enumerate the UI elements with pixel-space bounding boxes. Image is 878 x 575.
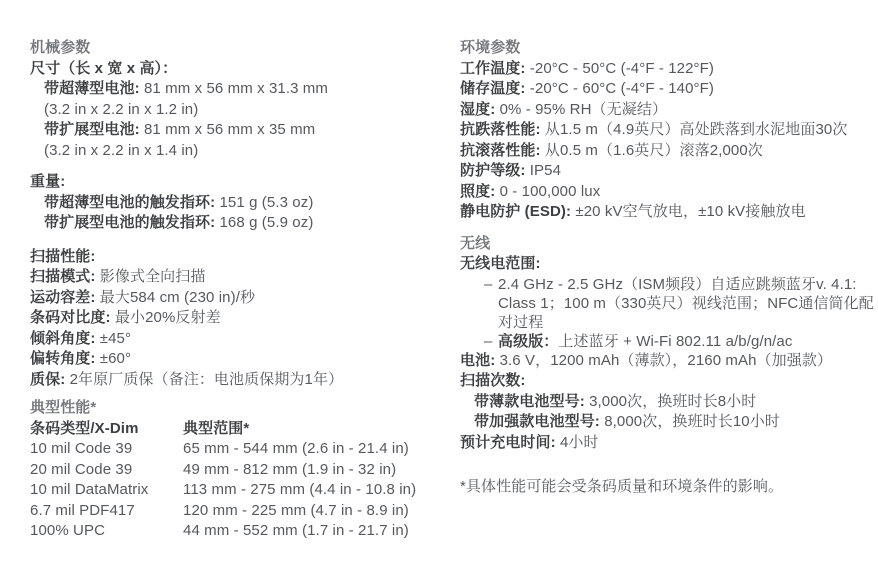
spec-line-pitch xyxy=(30,329,446,350)
bullet-dash: – xyxy=(484,275,493,293)
spec-line-skew xyxy=(30,349,446,370)
spec-value: 8,000次，换班时长10小时 xyxy=(604,413,780,430)
spec-line-extended-battery-size xyxy=(30,120,446,141)
spec-line-slim-battery-size-inches: (3.2 in x 2.2 in x 1.2 in) xyxy=(44,100,199,118)
spec-label: 条码对比度: xyxy=(30,309,111,326)
table-row xyxy=(30,439,446,460)
table-row xyxy=(30,460,446,481)
spec-label: 预计充电时间: xyxy=(460,433,556,451)
spec-line-light-levels xyxy=(460,182,878,203)
table-row xyxy=(30,480,446,501)
table-header-symbology: 条码类型/X-Dim xyxy=(30,419,139,437)
spec-value: 影像式全向扫描 xyxy=(99,268,206,285)
spec-label: 抗跌落性能: xyxy=(460,121,541,138)
spec-value: 3,000次，换班时长8小时 xyxy=(589,392,757,410)
spec-label: 工作温度: xyxy=(460,59,526,77)
spec-line-sealing xyxy=(460,161,878,182)
spec-line-weight-extended xyxy=(30,213,446,234)
spec-value: ±45° xyxy=(99,329,132,347)
footnote: *具体性能可能会受条码质量和环境条件的影响。 xyxy=(460,478,784,495)
scan-performance-title: 扫描性能: xyxy=(30,247,96,265)
table-cell-symbology: 6.7 mil PDF417 xyxy=(30,501,135,519)
spec-value: 168 g (5.9 oz) xyxy=(219,214,314,231)
table-row xyxy=(30,521,446,542)
spec-line-warranty xyxy=(30,370,446,391)
spec-value: 0% - 95% RH（无凝结） xyxy=(499,100,668,118)
spec-value: 0 - 100,000 lux xyxy=(499,182,601,200)
spec-label: 高级版： xyxy=(498,332,559,350)
scans-title: 扫描次数: xyxy=(460,372,526,389)
spec-value: 从1.5 m（4.9英尺）高处跌落到水泥地面30次 xyxy=(544,121,848,138)
spec-label: 储存温度: xyxy=(460,80,526,97)
spec-line-charge-time xyxy=(460,433,878,454)
section-heading-typical-performance: 典型性能* xyxy=(30,399,97,416)
spec-value: -20°C - 50°C (-4°F - 122°F) xyxy=(529,59,715,77)
spec-value: 2年原厂质保（备注：电池质保期为1年） xyxy=(69,370,344,388)
spec-label: 照度: xyxy=(460,182,496,200)
spec-line-motion-tolerance xyxy=(30,288,446,309)
table-header-row xyxy=(30,419,446,440)
section-heading-wireless: 无线 xyxy=(460,234,491,252)
spec-label: 防护等级: xyxy=(460,162,526,179)
spec-line-extended-battery-size-inches: (3.2 in x 2.2 in x 1.4 in) xyxy=(44,141,199,159)
spec-line-print-contrast xyxy=(30,308,446,329)
table-header-range: 典型范围* xyxy=(183,419,250,437)
spec-value: 81 mm x 56 mm x 35 mm xyxy=(143,121,316,138)
spec-value: -20°C - 60°C (-4°F - 140°F) xyxy=(529,80,715,97)
spec-label: 偏转角度: xyxy=(30,350,96,367)
bullet-dash: – xyxy=(484,332,493,350)
spec-value: 151 g (5.3 oz) xyxy=(219,193,314,211)
spec-value: ±60° xyxy=(99,350,132,367)
spec-label: 倾斜角度: xyxy=(30,329,96,347)
spec-line-operating-temp xyxy=(460,59,878,80)
spec-line-storage-temp xyxy=(460,79,878,100)
spec-label: 带超薄型电池: xyxy=(44,80,140,97)
spec-line-battery xyxy=(460,351,878,372)
spec-label: 运动容差: xyxy=(30,288,96,306)
table-cell-symbology: 10 mil DataMatrix xyxy=(30,481,149,498)
spec-value: 3.6 V，1200 mAh（薄款），2160 mAh（加强款） xyxy=(499,351,833,369)
spec-label: 带薄款电池型号: xyxy=(474,392,585,410)
spec-label: 带扩展型电池的触发指环: xyxy=(44,214,216,231)
spec-line-weight-slim xyxy=(30,193,446,214)
left-column xyxy=(30,38,446,542)
section-heading-mechanical: 机械参数 xyxy=(30,39,91,56)
spec-label: 抗滚落性能: xyxy=(460,141,541,159)
spec-line-scan-pattern xyxy=(30,267,446,288)
section-heading-environmental: 环境参数 xyxy=(460,39,521,56)
dimensions-title: 尺寸（长 x 宽 x 高）： xyxy=(30,59,178,77)
table-cell-symbology: 10 mil Code 39 xyxy=(30,440,133,457)
spec-label: 带加强款电池型号: xyxy=(474,413,600,430)
spec-value: 最小20%反射差 xyxy=(114,309,221,326)
spec-value: 最大584 cm (230 in)/秒 xyxy=(99,288,256,306)
spec-line-esd xyxy=(460,202,878,223)
spec-label: 静电防护 (ESD): xyxy=(460,203,572,220)
table-cell-range: 44 mm - 552 mm (1.7 in - 21.7 in) xyxy=(183,522,409,539)
spec-line-drop xyxy=(460,120,878,141)
spec-label: 湿度: xyxy=(460,100,496,118)
spec-value: 81 mm x 56 mm x 31.3 mm xyxy=(143,80,328,97)
table-cell-symbology: 100% UPC xyxy=(30,522,106,539)
spec-value: IP54 xyxy=(529,162,562,179)
spec-value: 从0.5 m（1.6英尺）滚落2,000次 xyxy=(544,141,763,159)
spec-label: 带扩展型电池: xyxy=(44,121,140,138)
table-cell-range: 65 mm - 544 mm (2.6 in - 21.4 in) xyxy=(183,440,409,457)
spec-line-tumble xyxy=(460,141,878,162)
radio-range-bullet-advanced xyxy=(460,332,878,351)
spec-line-scans-extended xyxy=(460,412,878,433)
spec-label: 带超薄型电池的触发指环: xyxy=(44,193,216,211)
bullet-text: 2.4 GHz - 2.5 GHz（ISM频段）自适应跳频蓝牙v. 4.1: Class 1；100 m（330英尺）视线范围；NFC通信简化配对过程 xyxy=(498,275,874,331)
table-cell-range: 113 mm - 275 mm (4.4 in - 10.8 in) xyxy=(183,481,417,498)
table-cell-range: 120 mm - 225 mm (4.7 in - 8.9 in) xyxy=(183,501,409,519)
spec-value: 4小时 xyxy=(559,433,599,451)
spec-line-slim-battery-size xyxy=(30,79,446,100)
radio-range-bullet-bluetooth xyxy=(460,275,878,332)
radio-range-title: 无线电范围: xyxy=(460,255,541,272)
weight-title: 重量: xyxy=(30,173,66,190)
spec-label: 扫描模式: xyxy=(30,268,96,285)
bullet-text xyxy=(498,332,878,351)
table-cell-range: 49 mm - 812 mm (1.9 in - 32 in) xyxy=(183,460,397,478)
table-row xyxy=(30,501,446,522)
spec-label: 质保: xyxy=(30,370,66,388)
spec-value: ±20 kV空气放电，±10 kV接触放电 xyxy=(575,203,806,220)
spec-line-humidity xyxy=(460,100,878,121)
spec-line-scans-slim xyxy=(460,392,878,413)
table-cell-symbology: 20 mil Code 39 xyxy=(30,460,133,478)
spec-label: 电池: xyxy=(460,351,496,369)
right-column xyxy=(460,38,878,498)
spec-value: 上述蓝牙 + Wi-Fi 802.11 a/b/g/n/ac xyxy=(558,332,793,350)
